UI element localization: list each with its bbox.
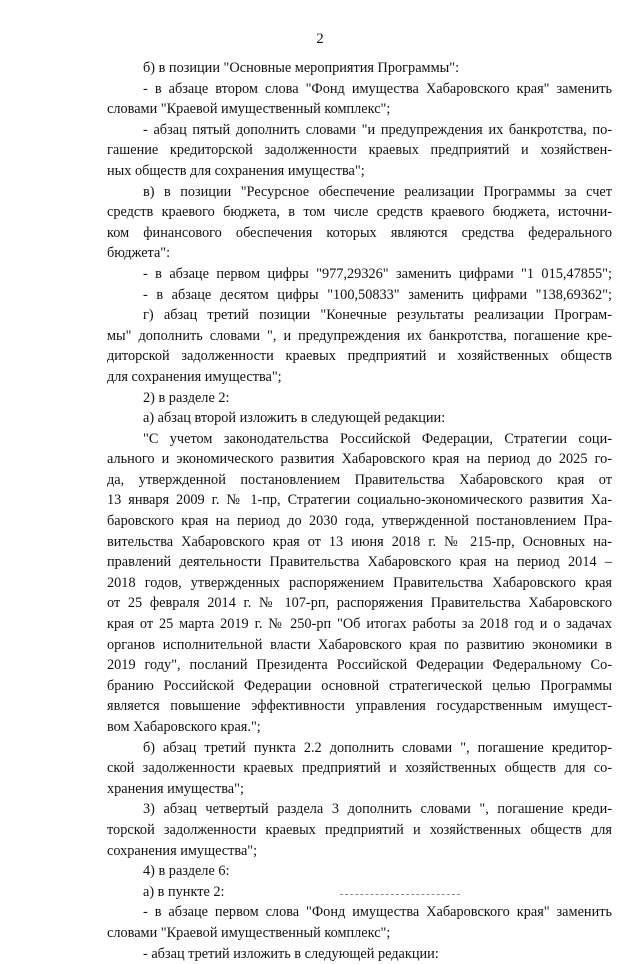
text-line: - в абзаце десятом цифры "100,50833" заменить цифрами "138,69362";	[143, 286, 612, 303]
text-line: ком финансового обеспечения которых являются средства федерального	[107, 224, 612, 241]
text-line: от 25 февраля 2014 г. № 107-рп, распоряжения Правительства Хабаровского	[107, 595, 612, 612]
text-line: 2018 годов, утвержденных распоряжением Правительства Хабаровского края	[107, 574, 612, 591]
text-line: является повышение эффективности управления государственным имущест-	[107, 698, 612, 715]
text-line: гашение кредиторской задолженности краевых предприятий и хозяйствен-	[107, 142, 612, 159]
text-line: а) абзац второй изложить в следующей редакции:	[143, 410, 446, 427]
text-line: баровского края на период до 2030 года, утвержденной постановлением Пра-	[107, 513, 612, 530]
text-line: ального и экономического развития Хабаровского края на период до 2025 го-	[107, 451, 612, 468]
document-body	[107, 58, 612, 964]
text-line: - в абзаце втором слова "Фонд имущества Хабаровского края" заменить	[143, 80, 612, 97]
text-line: вительства Хабаровского края от 13 июня 2018 г. № 215-пр, Основных на-	[107, 533, 612, 550]
text-line: 13 января 2009 г. № 1-пр, Стратегии социально-экономического развития Ха-	[107, 492, 612, 509]
text-line: средств краевого бюджета, в том числе средств краевого бюджета, источни-	[107, 204, 612, 221]
text-line: для сохранения имущества";	[107, 368, 282, 385]
text-line: торской задолженности краевых предприятий и хозяйственных обществ для	[107, 821, 612, 838]
text-line: 2019 году", посланий Президента Российской Федерации Федеральному Со-	[107, 657, 612, 674]
text-line: хранения имущества";	[107, 780, 244, 797]
text-line: словами "Краевой имущественный комплекс";	[107, 924, 391, 941]
text-line: мы" дополнить словами ", и предупреждения их банкротства, погашение кре-	[107, 327, 612, 344]
text-line: диторской задолженности краевых предприятий и хозяйственных обществ	[107, 348, 612, 365]
text-line: органов исполнительной власти Хабаровского края по развитию экономики в	[107, 636, 612, 653]
text-line: - в абзаце первом слова "Фонд имущества Хабаровского края" заменить	[143, 904, 612, 921]
text-line: б) абзац третий пункта 2.2 дополнить словами ", погашение кредитор-	[143, 739, 612, 756]
text-line: б) в позиции "Основные мероприятия Программы":	[143, 60, 460, 76]
text-line: сохранения имущества";	[107, 842, 258, 859]
text-line: г) абзац третий позиции "Конечные результаты реализации Програм-	[143, 307, 612, 324]
text-line: а) в пункте 2:	[143, 883, 225, 900]
text-line: вом Хабаровского края.";	[107, 719, 261, 735]
text-line: бюджета":	[107, 245, 171, 262]
text-line: в) в позиции "Ресурсное обеспечение реализации Программы за счет	[143, 183, 612, 200]
text-line: ных обществ для сохранения имущества";	[107, 162, 365, 179]
text-line: - в абзаце первом цифры "977,29326" заменить цифрами "1 015,47855";	[143, 265, 612, 282]
text-line: словами "Краевой имущественный комплекс";	[107, 101, 391, 118]
text-line: да, утвержденной постановлением Правительства Хабаровского края от	[107, 471, 612, 488]
text-line: бранию Российской Федерации основной стратегической целью Программы	[107, 677, 612, 694]
text-line: "С учетом законодательства Российской Федерации, Стратегии соци-	[143, 430, 612, 447]
text-line: 4) в разделе 6:	[143, 863, 230, 880]
text-line: 2) в разделе 2:	[143, 389, 230, 406]
footer-rule	[340, 894, 460, 895]
text-line: ской задолженности краевых предприятий и хозяйственных обществ для со-	[107, 760, 612, 777]
page-number: 2	[316, 31, 324, 47]
text-line: 3) абзац четвертый раздела 3 дополнить словами ", погашение креди-	[143, 801, 612, 818]
text-line: правлений деятельности Правительства Хабаровского края на период 2014 –	[107, 554, 612, 571]
text-line: края от 25 марта 2019 г. № 250-рп "Об итогах работы за 2018 год и о задачах	[107, 616, 612, 633]
text-line: - абзац третий изложить в следующей редакции:	[143, 945, 439, 962]
text-line: - абзац пятый дополнить словами "и предупреждения их банкротства, по-	[143, 121, 612, 138]
